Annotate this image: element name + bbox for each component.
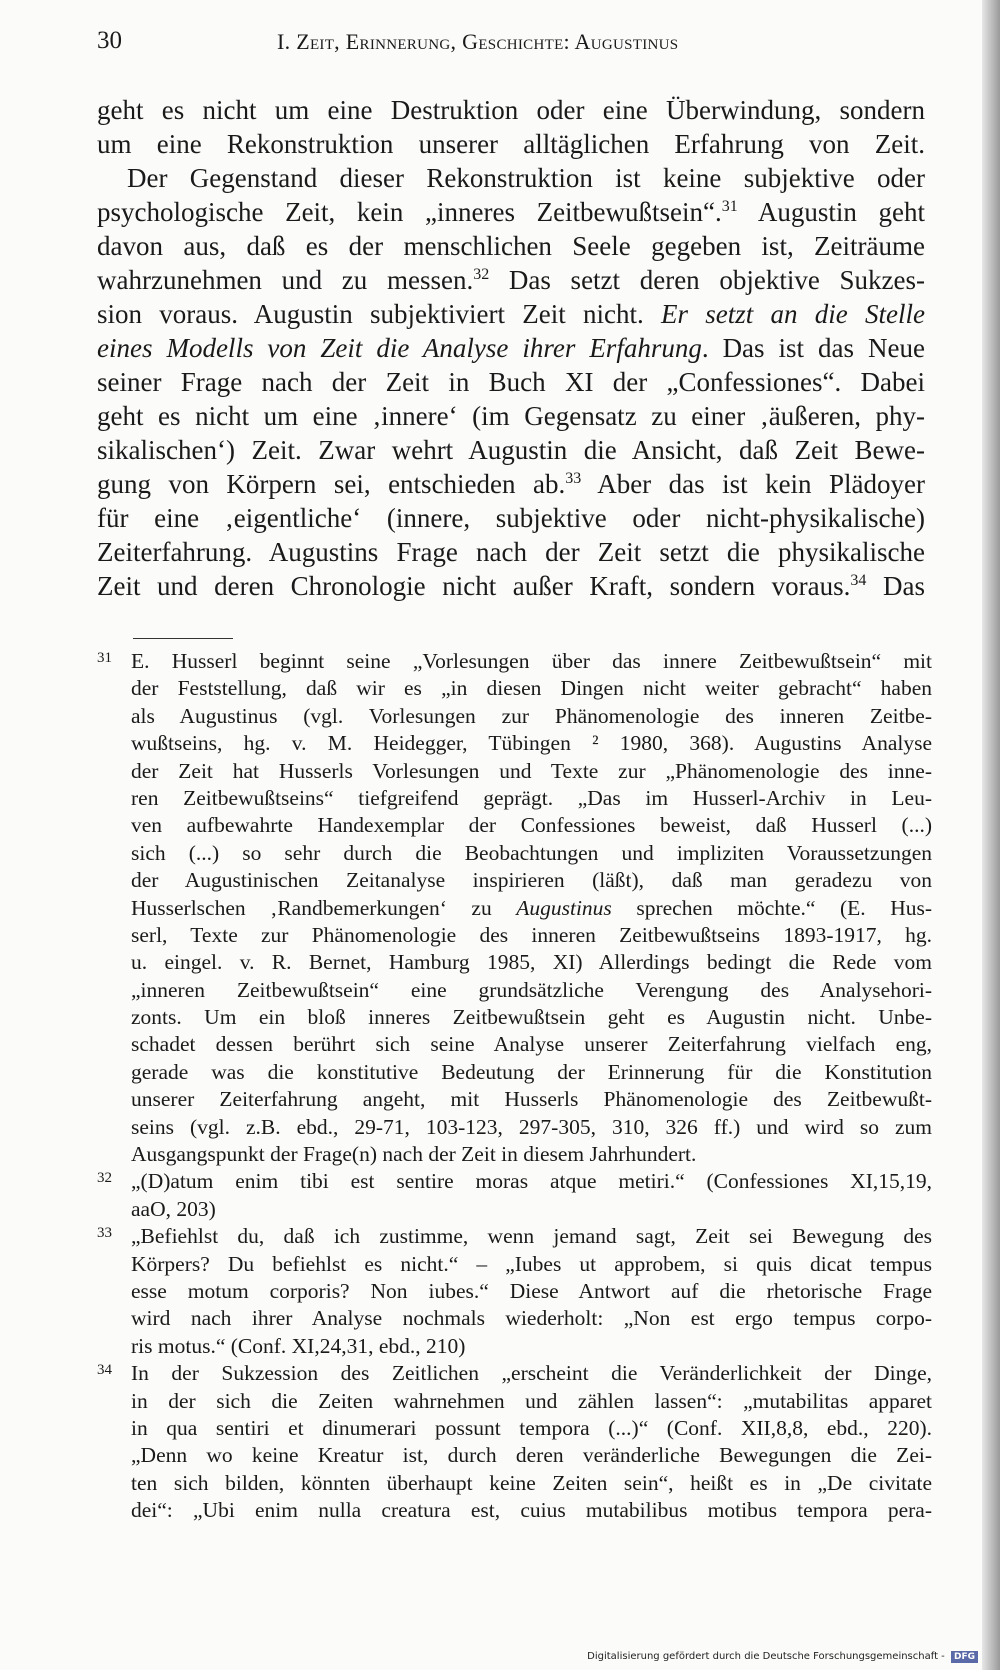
- main-text: [97, 93, 925, 603]
- footnote-line: u. eingel. v. R. Bernet, Hamburg 1985, XI) Allerdings bedingt die Rede vom: [131, 950, 932, 975]
- text-line: psychologische Zeit, kein „inneres Zeitbewußtsein“.$^{31}$ Augustin geht: [97, 197, 925, 227]
- footnote-number: 31: [97, 650, 112, 666]
- footnote-line: unserer Zeiterfahrung angeht, mit Husserls Phänomenologie des Zeitbewußt-: [131, 1087, 932, 1112]
- footnote-34: [97, 1360, 932, 1524]
- footnote-ref: 32: [473, 266, 490, 283]
- text-line: davon aus, daß es der menschlichen Seele gegeben ist, Zeiträume: [97, 231, 925, 261]
- footnote-line: zonts. Um ein bloß inneres Zeitbewußtsein geht es Augustin nicht. Unbe-: [131, 1005, 932, 1030]
- text-line: Der Gegenstand dieser Rekonstruktion ist keine subjektive oder: [127, 163, 925, 193]
- footnote-line: der Augustinischen Zeitanalyse inspirieren (läßt), daß man geradezu von: [131, 868, 932, 893]
- footnote-32: [97, 1168, 932, 1223]
- footnote-line: schadet dessen berührt sich seine Analyse unserer Zeiterfahrung vielfach eng,: [131, 1032, 932, 1057]
- digitization-credit: [587, 1651, 978, 1663]
- footnote-line: „Denn wo keine Kreatur ist, durch deren veränderliche Bewegungen die Zei-: [131, 1443, 932, 1468]
- text-line: geht es nicht um eine ‚innere‘ (im Gegensatz zu einer ‚äußeren, phy-: [97, 401, 925, 431]
- text-line: um eine Rekonstruktion unserer alltäglichen Erfahrung von Zeit.: [97, 129, 925, 159]
- footnote-line: aaO, 203): [131, 1196, 216, 1221]
- footnote-33: [97, 1223, 932, 1360]
- footnote-ref: 31: [721, 198, 738, 215]
- text-line: wahrzunehmen und zu messen.$^{32}$ Das setzt deren objektive Sukzes-: [97, 265, 925, 295]
- text-line: seiner Frage nach der Zeit in Buch XI der „Confessiones“. Dabei: [97, 367, 925, 397]
- footnote-line: in qua sentiri et dinumerari possunt tempora (...)“ (Conf. XII,8,8, ebd., 220).: [131, 1415, 932, 1440]
- footnote-31: [97, 648, 932, 1168]
- footnote-line: „Befiehlst du, daß ich zustimme, wenn jemand sagt, Zeit sei Bewegung des: [131, 1224, 932, 1249]
- page-edge-shadow: [982, 0, 1000, 1670]
- footnote-line: dei“: „Ubi enim nulla creatura est, cuius mutabilibus motibus tempora pera-: [131, 1498, 932, 1523]
- footnote-line: Körpers? Du befiehlst es nicht.“ – „Iubes ut approbem, si quis dicat tempus: [131, 1251, 932, 1276]
- footnote-line: Ausgangspunkt der Frage(n) nach der Zeit in diesem Jahrhundert.: [131, 1142, 697, 1167]
- footnote-line: als Augustinus (vgl. Vorlesungen zur Phänomenologie des inneren Zeitbe-: [131, 703, 932, 728]
- footnote-line: ris motus.“ (Conf. XI,24,31, ebd., 210): [131, 1333, 466, 1358]
- footnote-line: gerade was die konstitutive Bedeutung der Erinnerung für die Konstitution: [131, 1059, 932, 1084]
- text-line: gung von Körpern sei, entschieden ab.$^{33}$ Aber das ist kein Plädoyer: [97, 469, 925, 499]
- footnote-line: serl, Texte zur Phänomenologie des inneren Zeitbewußtseins 1893-1917, hg.: [131, 922, 932, 947]
- footnote-line: wird nach ihrer Analyse nochmals wiederholt: „Non est ergo tempus corpo-: [131, 1306, 932, 1331]
- text-line: sikalischen‘) Zeit. Zwar wehrt Augustin die Ansicht, daß Zeit Bewe-: [97, 435, 925, 465]
- footnote-line: „(D)atum enim tibi est sentire moras atque metiri.“ (Confessiones XI,15,19,: [131, 1169, 932, 1194]
- footnote-line: E. Husserl beginnt seine „Vorlesungen über das innere Zeitbewußtsein“ mit: [131, 649, 932, 673]
- footnotes: [97, 648, 932, 1525]
- running-header: [97, 27, 930, 61]
- footnote-number: 33: [97, 1225, 112, 1242]
- running-title: I. Zeit, Erinnerung, Geschichte: Augustinus: [277, 29, 679, 54]
- footnote-line: in der sich die Zeiten wahrnehmen und zählen lassen“: „mutabilitas apparet: [131, 1388, 932, 1413]
- text-line: geht es nicht um eine Destruktion oder eine Überwindung, sondern: [97, 95, 925, 125]
- text-line: Zeit und deren Chronologie nicht außer Kraft, sondern voraus.$^{34}$ Das: [97, 571, 925, 601]
- text-line: für eine ‚eigentliche‘ (innere, subjektive oder nicht-physikalische): [97, 503, 925, 533]
- footnote-line: ven aufbewahrte Handexemplar der Confessiones beweist, daß Husserl (...): [131, 813, 932, 838]
- footnote-line: wußtseins, hg. v. M. Heidegger, Tübingen ² 1980, 368). Augustins Analyse: [131, 731, 932, 756]
- footnote-line: der Feststellung, daß wir es „in diesen Dingen nicht weiter gebracht“ haben: [131, 676, 932, 701]
- footnote-line: ren Zeitbewußtseins“ tiefgreifend geprägt. „Das im Husserl-Archiv in Leu-: [131, 785, 932, 810]
- footnote-separator: [133, 638, 233, 639]
- footnote-number: 32: [97, 1170, 112, 1187]
- footnote-line: ten sich bilden, könnten überhaupt keine Zeiten sein“, heißt es in „De civitate: [131, 1470, 932, 1495]
- footnote-line: In der Sukzession des Zeitlichen „erscheint die Veränderlichkeit der Dinge,: [131, 1361, 932, 1386]
- footnote-line: sich (...) so sehr durch die Beobachtungen und impliziten Voraussetzungen: [131, 840, 932, 865]
- footnote-line: seins (vgl. z.B. ebd., 29-71, 103-123, 297-305, 310, 326 ff.) und wird so zum: [131, 1114, 932, 1139]
- footnote-line: esse motum corporis? Non iubes.“ Diese Antwort auf die rhetorische Frage: [131, 1278, 932, 1303]
- footnote-line: der Zeit hat Husserls Vorlesungen und Texte zur „Phänomenologie des inne-: [131, 758, 932, 783]
- text-line: eines Modells von Zeit die Analyse ihrer Erfahrung. Das ist das Neue: [97, 333, 925, 363]
- dfg-logo: DFG: [951, 1651, 978, 1663]
- footnote-ref: 34: [850, 572, 867, 589]
- credit-text: Digitalisierung gefördert durch die Deutsche Forschungsgemeinschaft -: [587, 1651, 945, 1662]
- footnote-ref: 33: [565, 470, 582, 487]
- footnote-line: „inneren Zeitbewußtsein“ eine grundsätzliche Verengung des Analysehori-: [131, 977, 932, 1002]
- page-number: 30: [97, 27, 122, 54]
- text-line: sion voraus. Augustin subjektiviert Zeit nicht. Er setzt an die Stelle: [97, 299, 925, 329]
- footnote-line: Husserlschen ‚Randbemerkungen‘ zu Augustinus sprechen möchte.“ (E. Hus-: [131, 895, 932, 920]
- footnote-number: 34: [97, 1362, 112, 1379]
- text-line: Zeiterfahrung. Augustins Frage nach der Zeit setzt die physikalische: [97, 537, 925, 567]
